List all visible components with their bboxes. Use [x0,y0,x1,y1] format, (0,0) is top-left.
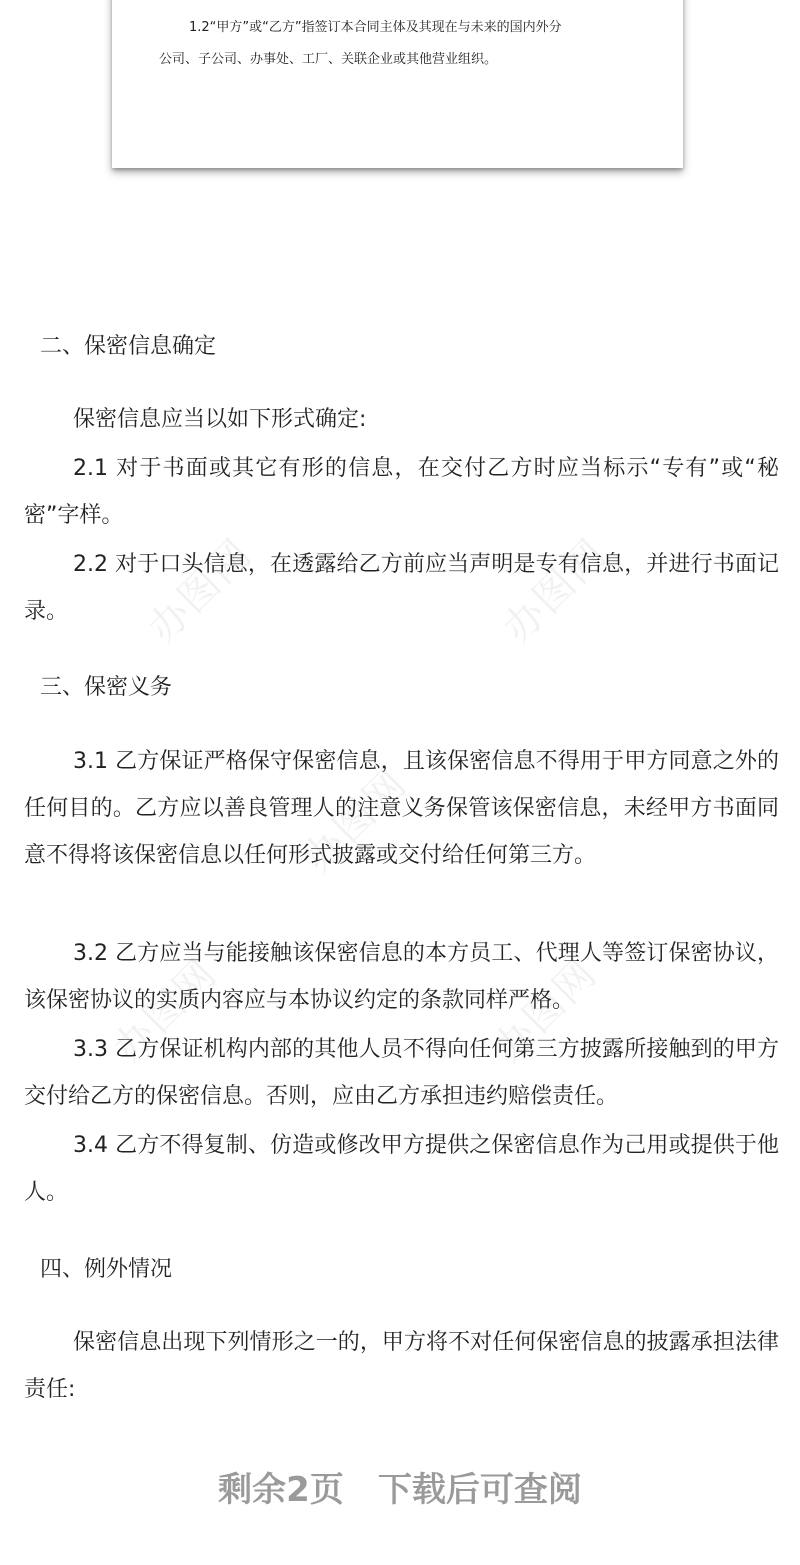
paragraph-2-1: 2.1 对于书面或其它有形的信息，在交付乙方时应当标示“专有”或“秘密”字样。 [24,456,779,528]
remaining-pages-notice[interactable]: 剩余2页 下载后可查阅 [218,1470,582,1510]
paragraph-3-2: 3.2 乙方应当与能接触该保密信息的本方员工、代理人等签订保密协议，该保密协议的实质内容应与本协议约定的条款同样严格。 [24,941,779,1013]
paragraph-3-1: 3.1 乙方保证严格保守保密信息，且该保密信息不得用于甲方同意之外的任何目的。乙方应以善良管理人的注意义务保管该保密信息，未经甲方书面同意不得将该保密信息以任何形式披露或交付给任何第三方。 [24,749,779,868]
preview-line-2: 公司、子公司、办事处、工厂、关联企业或其他营业组织。 [159,52,498,67]
preview-paragraph [159,12,659,76]
watermark: 办图网 [484,950,607,1072]
paragraph-3-3: 3.3 乙方保证机构内部的其他人员不得向任何第三方披露所接触到的甲方交付给乙方的保密信息。否则，应由乙方承担违约赔偿责任。 [24,1037,779,1109]
section-heading-obligations: 三、保密义务 [40,675,173,700]
watermark: 办图网 [494,530,617,652]
watermark: 办图网 [294,760,417,882]
section-heading-confidential-info: 二、保密信息确定 [40,334,217,359]
watermark: 办图网 [104,950,227,1072]
document-page-preview [112,0,683,168]
section-heading-exceptions: 四、例外情况 [40,1257,173,1282]
paragraph-s4-intro: 保密信息出现下列情形之一的，甲方将不对任何保密信息的披露承担法律责任: [24,1330,779,1402]
paragraph-s2-intro: 保密信息应当以如下形式确定: [73,407,367,432]
watermark: 办图网 [139,530,262,652]
preview-line-1: 1.2“甲方”或“乙方”指签订本合同主体及其现在与未来的国内外分 [189,20,562,35]
paragraph-3-4: 3.4 乙方不得复制、仿造或修改甲方提供之保密信息作为己用或提供于他人。 [24,1133,779,1205]
paragraph-2-2: 2.2 对于口头信息，在透露给乙方前应当声明是专有信息，并进行书面记录。 [24,552,779,624]
